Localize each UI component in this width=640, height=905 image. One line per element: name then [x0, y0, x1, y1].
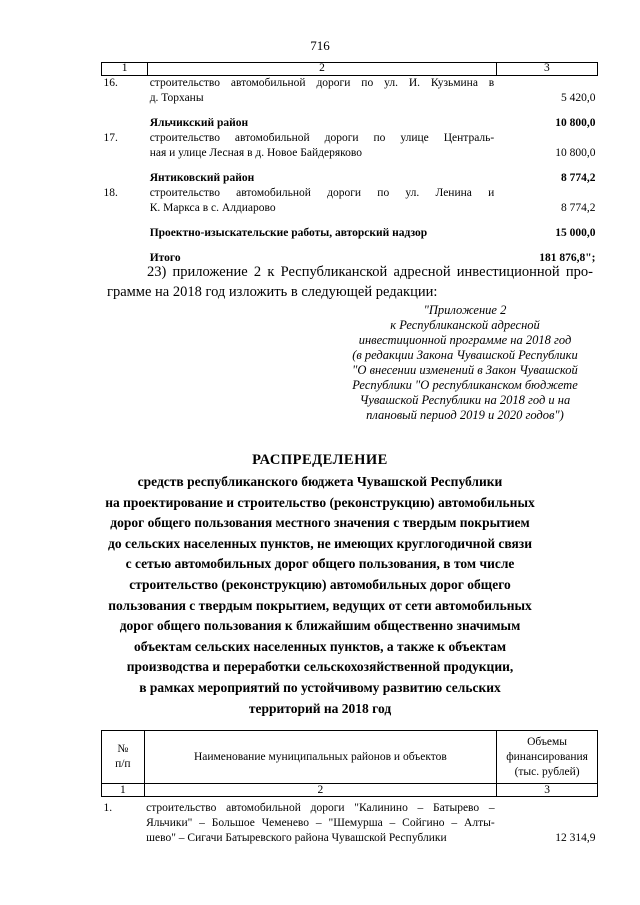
- row-number: 18.: [103, 187, 118, 199]
- appendix-line: "О внесении изменений в Закон Чувашской: [352, 363, 578, 377]
- appendix-line: к Республиканской адресной: [390, 318, 540, 332]
- subheading-line: средств республиканского бюджета Чувашской Республики: [137, 474, 503, 489]
- continuation-table: [101, 62, 598, 266]
- column-numbers-row: [102, 784, 598, 797]
- subheading-line: объектам сельских населенных пунктов, а также к объектам: [133, 638, 507, 654]
- row-line: ная и улице Лесная в д. Новое Байдеряково: [149, 147, 362, 159]
- header-text: финансирования: [506, 750, 588, 763]
- header-text: №: [117, 743, 129, 755]
- header-col-2: 2: [148, 63, 497, 76]
- table-row: [102, 797, 598, 847]
- subheading-line: пользования с твердым покрытием, ведущих от сети автомобильных: [108, 597, 532, 613]
- header-text: (тыс. рублей): [514, 765, 580, 778]
- appendix-reference: [330, 303, 600, 423]
- distribution-table: [101, 730, 598, 846]
- header-text: п/п: [115, 758, 131, 770]
- appendix-line: "Приложение 2: [423, 303, 507, 317]
- row-value: 5 420,0: [561, 92, 596, 104]
- column-number: 1: [102, 784, 145, 797]
- total-label: Итого: [149, 252, 181, 264]
- row-line: строительство автомобильной дороги "Калинино – Батырево –: [146, 802, 495, 814]
- row-number: 1.: [103, 802, 113, 814]
- appendix-line: Республики "О республиканском бюджете: [352, 378, 578, 392]
- row-description: [148, 186, 497, 216]
- row-value: 10 800,0: [555, 147, 596, 159]
- appendix-line: (в редакции Закона Чувашской Республики: [352, 348, 578, 362]
- subheading-line: дорог общего пользования местного значения с твердым покрытием: [110, 515, 530, 531]
- document-heading: РАСПРЕДЕЛЕНИЕ: [252, 452, 388, 468]
- district-row: [102, 116, 598, 131]
- row-number: 17.: [103, 132, 118, 144]
- design-works-row: [102, 226, 598, 241]
- table-header-row: [102, 63, 598, 76]
- row-description: [144, 797, 497, 847]
- row-line: К. Маркса в с. Алдиарово: [149, 202, 276, 214]
- row-line: строительство автомобильной дороги по улице Централь-: [149, 132, 495, 144]
- header-name-cell: Наименование муниципальных районов и объектов: [144, 731, 497, 784]
- document-subheading: [90, 472, 550, 719]
- row-description: [148, 76, 497, 107]
- subheading-line: территорий на 2018 год: [248, 700, 392, 716]
- table-header-row: [102, 731, 598, 784]
- row-value: 8 774,2: [561, 202, 596, 214]
- subheading-line: производства и переработки сельскохозяйственной продукции,: [126, 659, 514, 675]
- district-value: 10 800,0: [555, 117, 596, 129]
- row-line: строительство автомобильной дороги по ул. И. Кузьмина в: [149, 77, 495, 89]
- subheading-line: на проектирование и строительство (реконструкцию) автомобильных: [105, 494, 535, 510]
- subheading-line: дорог общего пользования к ближайшим общественно значимым: [119, 618, 521, 634]
- table-row: [102, 186, 598, 216]
- header-text: Объемы: [527, 735, 568, 748]
- total-value: 181 876,8";: [539, 252, 596, 264]
- row-line: д. Торханы: [149, 92, 204, 104]
- header-amount-cell: [497, 731, 598, 784]
- page-number: 716: [310, 38, 330, 53]
- row-number: 16.: [103, 77, 118, 89]
- amendment-paragraph: [107, 262, 593, 302]
- row-line: Яльчики" – Большое Чеменево – "Шемурша – Сойгино – Алты-: [146, 817, 495, 829]
- table-row: [102, 131, 598, 161]
- subheading-line: с сетью автомобильных дорог общего пользования, в том числе: [125, 556, 515, 572]
- row-value: 12 314,9: [555, 832, 596, 844]
- row-line: шево" – Сигачи Батыревского района Чувашской Республики: [146, 832, 447, 844]
- subheading-line: до сельских населенных пунктов, не имеющих круглогодичной связи: [108, 535, 532, 551]
- column-number: 2: [144, 784, 497, 797]
- header-col-1: 1: [102, 63, 148, 76]
- design-works-label: Проектно-изыскательские работы, авторский надзор: [149, 227, 428, 239]
- design-works-value: 15 000,0: [555, 227, 596, 239]
- subheading-line: строительство (реконструкцию) автомобильных дорог общего: [129, 576, 511, 592]
- table-row: [102, 76, 598, 107]
- row-line: строительство автомобильной дороги по ул. Ленина и: [149, 187, 495, 199]
- district-name: Яльчикский район: [149, 117, 249, 129]
- appendix-line: Чувашской Республики на 2018 год и на: [359, 393, 571, 407]
- column-number: 3: [497, 784, 598, 797]
- district-value: 8 774,2: [561, 172, 596, 184]
- subheading-line: в рамках мероприятий по устойчивому развитию сельских: [139, 679, 501, 695]
- header-number-cell: [102, 731, 145, 784]
- paragraph-line: 23) приложение 2 к Республиканской адресной инвестиционной про-: [147, 264, 593, 280]
- paragraph-line: грамме на 2018 год изложить в следующей редакции:: [107, 284, 438, 300]
- district-name: Янтиковский район: [149, 172, 255, 184]
- appendix-line: плановый период 2019 и 2020 годов"): [366, 408, 564, 422]
- header-col-3: 3: [496, 63, 597, 76]
- district-row: [102, 171, 598, 186]
- appendix-line: инвестиционной программе на 2018 год: [358, 333, 572, 347]
- row-description: [148, 131, 497, 161]
